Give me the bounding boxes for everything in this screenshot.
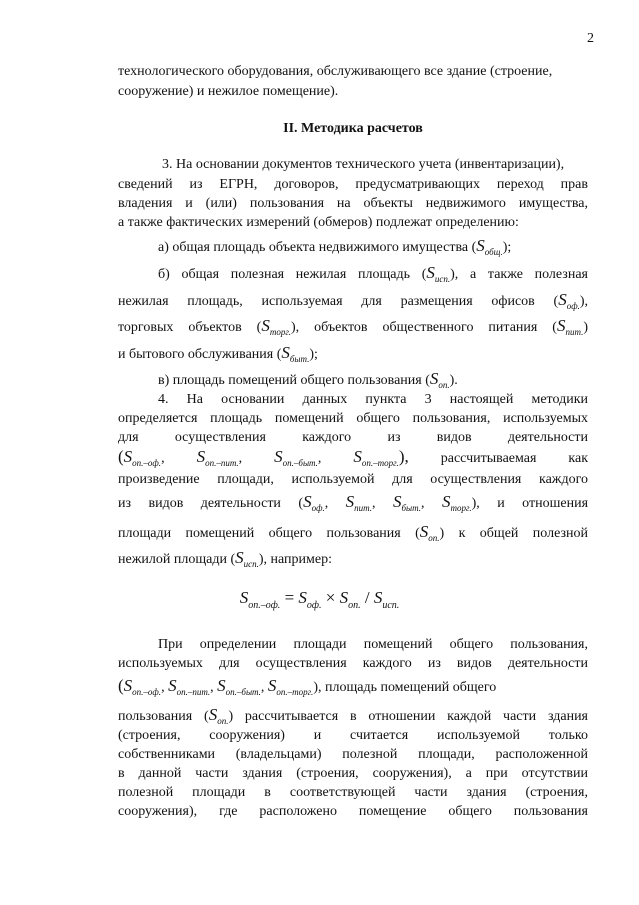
text-line: владения и (или) пользования на объекты недвижимого имущества, xyxy=(118,196,588,211)
text-line: полезной площади в соответствующей части здания (строения, xyxy=(118,785,588,800)
text-line: определяется площадь помещений общего пользования, используемых xyxy=(118,411,588,426)
item-v: в) площадь помещений общего пользования $(S_{оп.})$. xyxy=(158,369,458,390)
item-a: а) общая площадь объекта недвижимого имущества $(S_{общ.})$; xyxy=(158,236,512,257)
formula-line-3: площади помещений общего пользования $(S_{оп.})$ к общей полезной xyxy=(118,522,588,543)
text-line: используемых для осуществления каждого из видов деятельности xyxy=(118,656,588,671)
item-b-line-3: торговых объектов $(S_{торг.})$, объектов общественного питания $(S_{пит.})$ xyxy=(118,316,588,337)
text-line: в данной части здания (строения, сооружения), а при отсутствии xyxy=(118,766,588,781)
item-b: б) общая полезная нежилая площадь $(S_{исп.})$, а также полезная xyxy=(158,263,588,284)
text-line: а также фактических измерений (обмеров) подлежат определению: xyxy=(118,215,519,230)
section-heading: II. Методика расчетов xyxy=(283,121,423,136)
text-line: 3. На основании документов технического учета (инвентаризации), xyxy=(162,157,565,172)
item-b-line-4: и бытового обслуживания $(S_{быт.})$; xyxy=(118,343,318,364)
formula-line-4: нежилой площади $(S_{исп.})$, например: xyxy=(118,548,332,569)
text-line: сооружение) и нежилое помещение). xyxy=(118,84,339,99)
text-line: сооружения), где расположено помещение общего пользования xyxy=(118,804,588,819)
text-line: технологического оборудования, обслуживающего все здание (строение, xyxy=(118,64,553,79)
text-line: произведение площади, используемой для осуществления каждого xyxy=(118,472,588,487)
text-line: сведений из ЕГРН, договоров, предусматривающих переход прав xyxy=(118,177,588,192)
item-b-line-2: нежилая площадь, используемая для размещения офисов $(S_{оф.})$, xyxy=(118,290,588,311)
text-line: 4. На основании данных пункта 3 настоящей методики xyxy=(158,392,588,407)
page-number: 2 xyxy=(587,31,594,46)
text-line: для осуществления каждого из видов деятельности xyxy=(118,430,588,445)
formula-line-5: ($S_{оп.-оф.}$, $S_{оп.-пит.}$, $S_{оп.-быт.}$, $S_{оп.-торг.}$), площадь помещений общего xyxy=(118,676,497,697)
formula-line-2: из видов деятельности ($S_{оф.}$, $S_{пит.}$, $S_{быт.}$, $S_{торг.}$), и отношения xyxy=(118,492,589,513)
text-line: При определении площади помещений общего пользования, xyxy=(158,637,588,652)
formula-line-1: ($S_{оп.-оф.}$, $S_{оп.-пит.}$, $S_{оп.-быт.}$, $S_{оп.-торг.}$), рассчитываемая как xyxy=(118,447,589,468)
formula-line-6: пользования $(S_{оп.})$ рассчитывается в отношении каждой части здания xyxy=(118,705,588,726)
text-line: собственниками (владельцами) полезной площади, расположенной xyxy=(118,747,588,762)
text-line: (строения, сооружения) и считается используемой только xyxy=(118,728,588,743)
display-formula: $S_{оп.-оф.} = S_{оф.} \times S_{оп.} / S_{исп.}$ xyxy=(239,588,400,611)
